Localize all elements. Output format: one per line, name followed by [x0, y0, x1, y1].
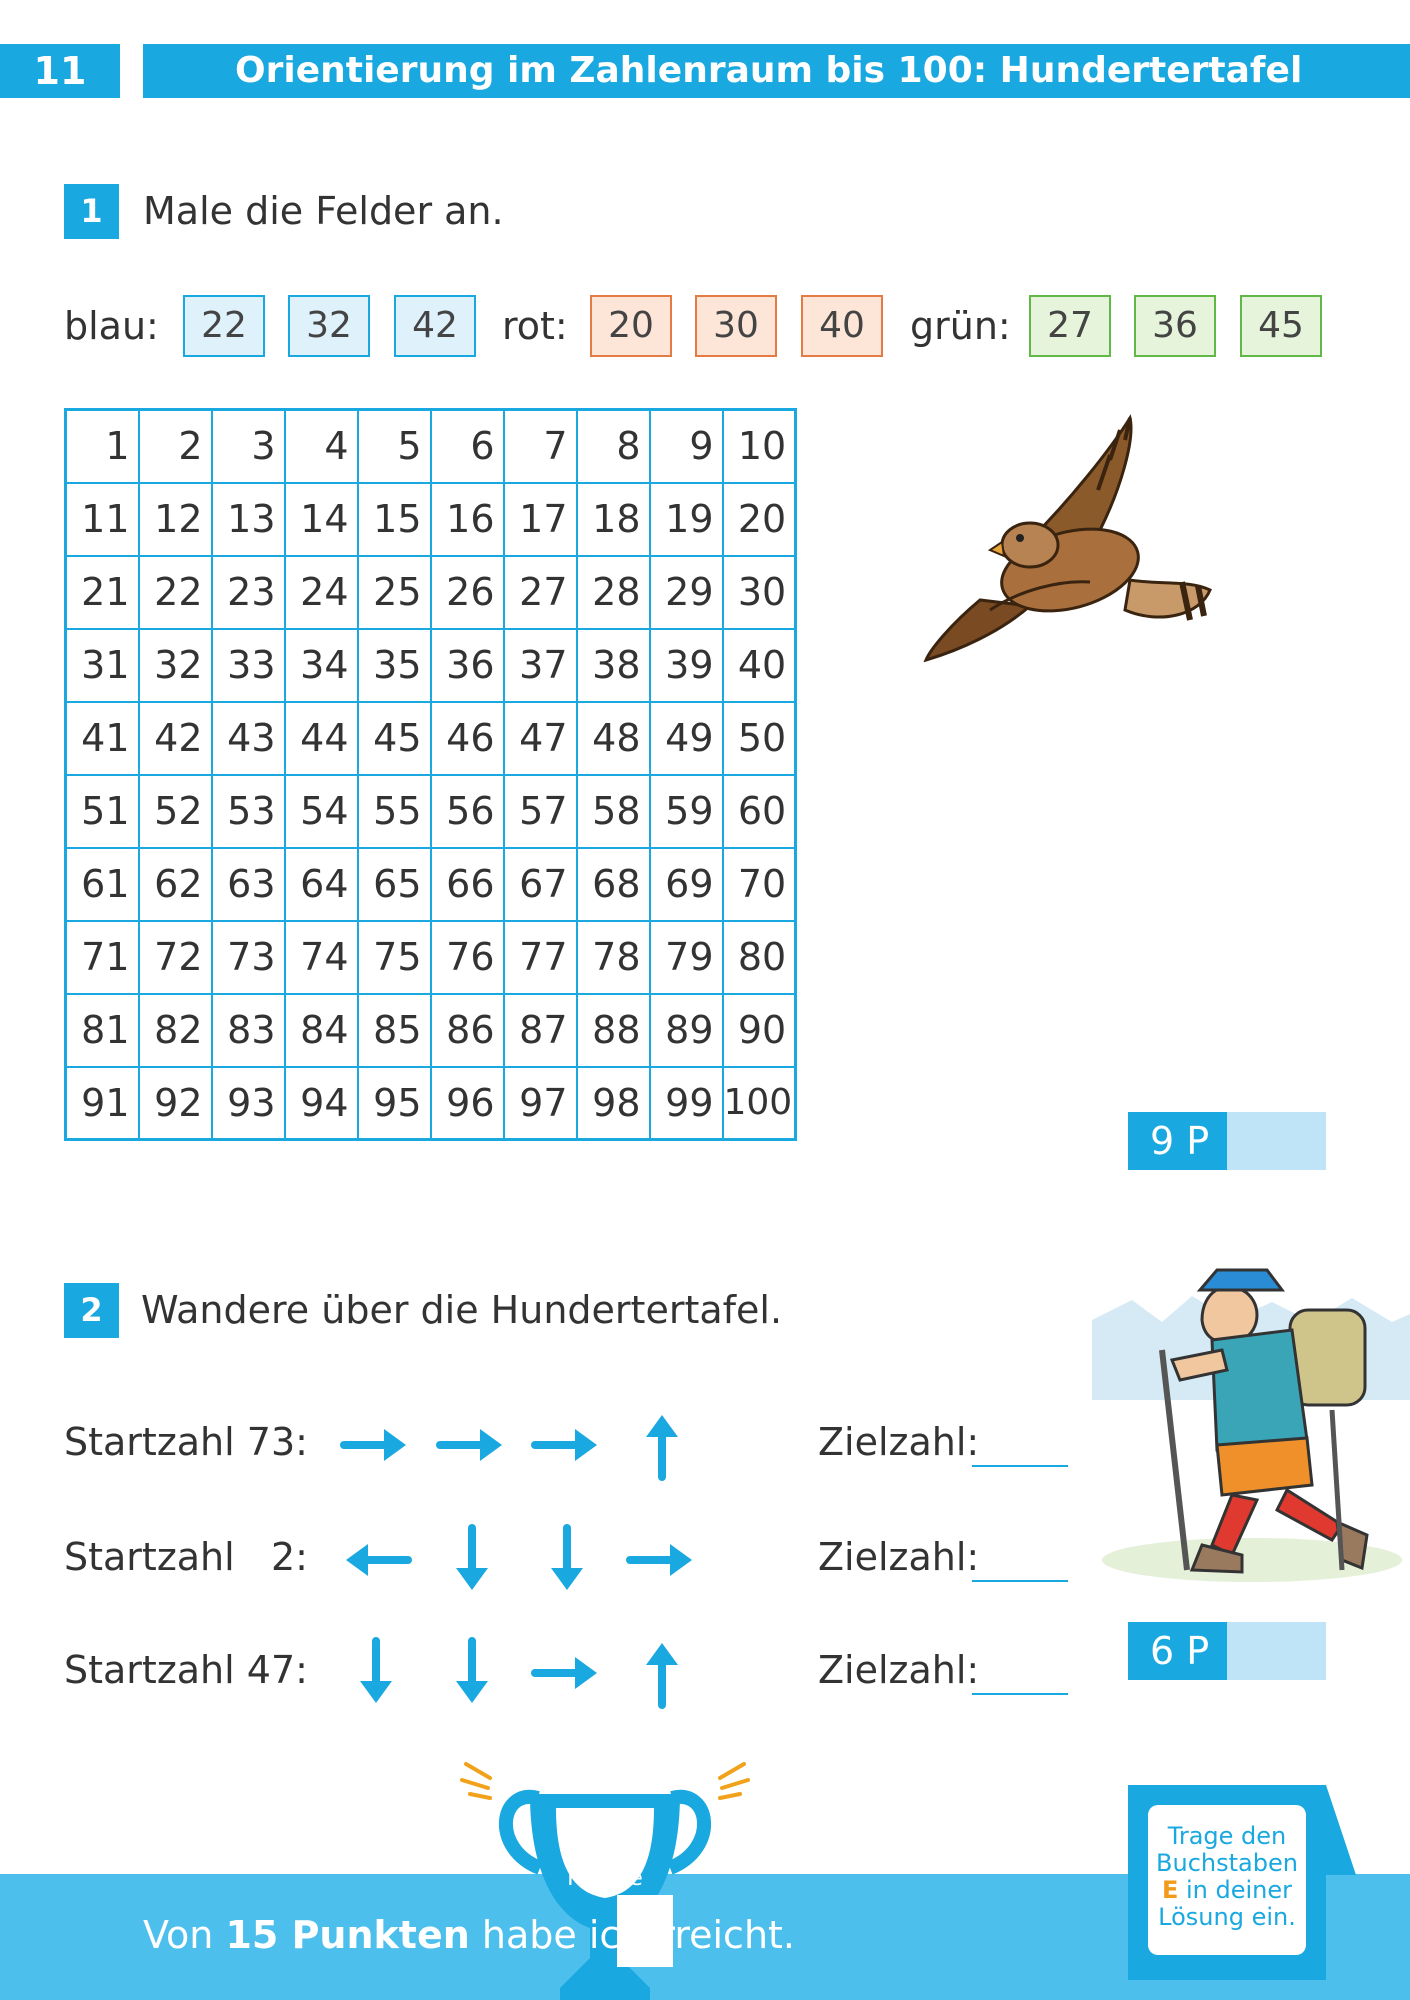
grid-cell[interactable]: 91: [66, 1067, 139, 1140]
grid-cell[interactable]: 36: [431, 629, 504, 702]
footer-text-bold: 15 Punkten: [225, 1913, 470, 1957]
page-number: 11: [0, 44, 120, 98]
grid-cell[interactable]: 28: [577, 556, 650, 629]
grid-cell[interactable]: 85: [358, 994, 431, 1067]
grid-cell[interactable]: 11: [66, 483, 139, 556]
grid-cell[interactable]: 89: [650, 994, 723, 1067]
grid-cell[interactable]: 55: [358, 775, 431, 848]
task-2-points: [1128, 1622, 1326, 1680]
grid-cell[interactable]: 29: [650, 556, 723, 629]
grid-cell[interactable]: 20: [723, 483, 796, 556]
grid-row: [66, 483, 796, 556]
grid-cell[interactable]: 61: [66, 848, 139, 921]
task-2-number: 2: [64, 1283, 119, 1338]
grid-cell[interactable]: 32: [139, 629, 212, 702]
grid-cell[interactable]: 10: [723, 410, 796, 483]
grid-row: [66, 410, 796, 483]
grid-cell[interactable]: 52: [139, 775, 212, 848]
hint-box: [1128, 1785, 1326, 1975]
grid-row: [66, 1067, 796, 1140]
grid-cell[interactable]: 41: [66, 702, 139, 775]
color-chip-blue: 32: [288, 295, 370, 357]
grid-cell[interactable]: 76: [431, 921, 504, 994]
grid-cell[interactable]: 37: [504, 629, 577, 702]
grid-cell[interactable]: 54: [285, 775, 358, 848]
hundred-chart: [64, 408, 797, 1141]
color-chip-blue: 42: [394, 295, 476, 357]
grid-cell[interactable]: 53: [212, 775, 285, 848]
start-number-label: Startzahl 73:: [64, 1420, 308, 1464]
grid-cell[interactable]: 58: [577, 775, 650, 848]
grid-cell[interactable]: 30: [723, 556, 796, 629]
grid-cell[interactable]: 98: [577, 1067, 650, 1140]
grid-cell[interactable]: 94: [285, 1067, 358, 1140]
grid-cell[interactable]: 74: [285, 921, 358, 994]
grid-cell[interactable]: 12: [139, 483, 212, 556]
footer-sentence: [143, 1905, 644, 1965]
grid-cell[interactable]: 7: [504, 410, 577, 483]
grid-cell[interactable]: 39: [650, 629, 723, 702]
grid-cell[interactable]: 42: [139, 702, 212, 775]
grid-cell[interactable]: 90: [723, 994, 796, 1067]
grid-cell[interactable]: 46: [431, 702, 504, 775]
grid-cell[interactable]: 48: [577, 702, 650, 775]
color-label-blue: blau:: [64, 304, 159, 348]
start-number-label: Startzahl 2:: [64, 1535, 308, 1579]
grid-cell[interactable]: 17: [504, 483, 577, 556]
grid-cell[interactable]: 21: [66, 556, 139, 629]
grid-cell[interactable]: 100: [723, 1067, 796, 1140]
grid-cell[interactable]: 25: [358, 556, 431, 629]
arrow-down-icon: [432, 1633, 512, 1713]
grid-cell[interactable]: 22: [139, 556, 212, 629]
grid-cell[interactable]: 57: [504, 775, 577, 848]
grid-cell[interactable]: 84: [285, 994, 358, 1067]
grid-cell[interactable]: 49: [650, 702, 723, 775]
grid-cell[interactable]: 38: [577, 629, 650, 702]
grid-cell[interactable]: 66: [431, 848, 504, 921]
grid-cell[interactable]: 60: [723, 775, 796, 848]
grid-cell[interactable]: 78: [577, 921, 650, 994]
arrow-down-icon: [336, 1633, 416, 1713]
grid-cell[interactable]: 82: [139, 994, 212, 1067]
arrow-down-icon: [432, 1520, 512, 1600]
arrow-right-icon: [622, 1520, 702, 1600]
grid-cell[interactable]: 24: [285, 556, 358, 629]
target-number-answer-line[interactable]: [972, 1580, 1068, 1582]
grid-cell[interactable]: 72: [139, 921, 212, 994]
footer-text-middle: habe ich: [469, 1913, 645, 1957]
color-chip-green: 45: [1240, 295, 1322, 357]
grid-cell[interactable]: 1: [66, 410, 139, 483]
target-number-answer-line[interactable]: [972, 1693, 1068, 1695]
hint-line-3-text: in deiner: [1178, 1876, 1293, 1904]
task-2-instruction: Wandere über die Hundertertafel.: [141, 1288, 783, 1332]
grid-cell[interactable]: 73: [212, 921, 285, 994]
task-1-number: 1: [64, 184, 119, 239]
grid-cell[interactable]: 43: [212, 702, 285, 775]
hint-line-1: Trage den: [1167, 1822, 1287, 1850]
grid-cell[interactable]: 45: [358, 702, 431, 775]
eagle-illustration: [920, 410, 1220, 670]
arrow-right-icon: [527, 1405, 607, 1485]
start-number-label: Startzahl 47:: [64, 1648, 308, 1692]
hint-text: [1148, 1805, 1306, 1955]
grid-cell[interactable]: 14: [285, 483, 358, 556]
grid-cell[interactable]: 4: [285, 410, 358, 483]
grid-cell[interactable]: 93: [212, 1067, 285, 1140]
color-chip-red: 30: [695, 295, 777, 357]
grid-cell[interactable]: 71: [66, 921, 139, 994]
grid-cell[interactable]: 65: [358, 848, 431, 921]
arrow-left-icon: [336, 1520, 416, 1600]
grid-cell[interactable]: 18: [577, 483, 650, 556]
grid-cell[interactable]: 9: [650, 410, 723, 483]
grid-cell[interactable]: 80: [723, 921, 796, 994]
grid-cell[interactable]: 92: [139, 1067, 212, 1140]
grid-cell[interactable]: 62: [139, 848, 212, 921]
grid-cell[interactable]: 15: [358, 483, 431, 556]
color-label-red: rot:: [502, 304, 568, 348]
grid-cell[interactable]: 75: [358, 921, 431, 994]
grid-cell[interactable]: 35: [358, 629, 431, 702]
grid-cell[interactable]: 2: [139, 410, 212, 483]
grid-cell[interactable]: 33: [212, 629, 285, 702]
grid-cell[interactable]: 67: [504, 848, 577, 921]
grid-cell[interactable]: 50: [723, 702, 796, 775]
page-title: Orientierung im Zahlenraum bis 100: Hundertertafel: [143, 44, 1410, 98]
grid-cell[interactable]: 26: [431, 556, 504, 629]
grid-cell[interactable]: 95: [358, 1067, 431, 1140]
grid-cell[interactable]: 27: [504, 556, 577, 629]
task-1-points-label: 9 P: [1128, 1112, 1227, 1170]
grid-cell[interactable]: 68: [577, 848, 650, 921]
hint-letter: E: [1161, 1876, 1179, 1904]
grid-cell[interactable]: 81: [66, 994, 139, 1067]
grid-cell[interactable]: 83: [212, 994, 285, 1067]
color-label-green: grün:: [910, 304, 1011, 348]
grid-cell[interactable]: 8: [577, 410, 650, 483]
arrow-up-icon: [622, 1633, 702, 1713]
grid-cell[interactable]: 23: [212, 556, 285, 629]
hint-line-3: [1148, 1877, 1306, 1904]
task-2-points-label: 6 P: [1128, 1622, 1227, 1680]
arrow-right-icon: [432, 1405, 512, 1485]
grid-cell[interactable]: 88: [577, 994, 650, 1067]
hiker-illustration: [1092, 1210, 1410, 1590]
grid-cell[interactable]: 5: [358, 410, 431, 483]
task-2-points-field[interactable]: [1227, 1622, 1326, 1680]
grid-cell[interactable]: 56: [431, 775, 504, 848]
target-number-label: Zielzahl:: [818, 1420, 980, 1464]
grid-cell[interactable]: 44: [285, 702, 358, 775]
grid-cell[interactable]: 99: [650, 1067, 723, 1140]
grid-cell[interactable]: 86: [431, 994, 504, 1067]
grid-cell[interactable]: 70: [723, 848, 796, 921]
color-chip-blue: 22: [183, 295, 265, 357]
grid-cell[interactable]: 77: [504, 921, 577, 994]
task-1-points: [1128, 1112, 1326, 1170]
grid-cell[interactable]: 51: [66, 775, 139, 848]
color-chip-green: 27: [1029, 295, 1111, 357]
hint-line-2: Buchstaben: [1156, 1849, 1298, 1877]
color-chip-green: 36: [1134, 295, 1216, 357]
arrow-down-icon: [527, 1520, 607, 1600]
hint-line-4: Lösung ein.: [1158, 1903, 1296, 1931]
footer-text-before: Von: [143, 1913, 226, 1957]
grid-cell[interactable]: 3: [212, 410, 285, 483]
target-number-label: Zielzahl:: [818, 1535, 980, 1579]
grid-cell[interactable]: 40: [723, 629, 796, 702]
grid-row: [66, 775, 796, 848]
grid-cell[interactable]: 97: [504, 1067, 577, 1140]
task-1-instruction: Male die Felder an.: [143, 189, 504, 233]
grid-row: [66, 629, 796, 702]
arrow-right-icon: [527, 1633, 607, 1713]
grid-row: [66, 848, 796, 921]
target-number-label: Zielzahl:: [818, 1648, 980, 1692]
grid-row: [66, 994, 796, 1067]
arrow-up-icon: [622, 1405, 702, 1485]
grid-cell[interactable]: 96: [431, 1067, 504, 1140]
grid-row: [66, 702, 796, 775]
grid-cell[interactable]: 79: [650, 921, 723, 994]
grid-cell[interactable]: 63: [212, 848, 285, 921]
grid-cell[interactable]: 59: [650, 775, 723, 848]
grid-cell[interactable]: 31: [66, 629, 139, 702]
grid-cell[interactable]: 69: [650, 848, 723, 921]
grid-cell[interactable]: 19: [650, 483, 723, 556]
grid-cell[interactable]: 87: [504, 994, 577, 1067]
footer-text-after: erreicht.: [636, 1913, 796, 1957]
trophy-label: Punkte: [567, 1866, 643, 1891]
grid-cell[interactable]: 47: [504, 702, 577, 775]
grid-cell[interactable]: 64: [285, 848, 358, 921]
target-number-answer-line[interactable]: [972, 1465, 1068, 1467]
arrow-right-icon: [336, 1405, 416, 1485]
grid-cell[interactable]: 13: [212, 483, 285, 556]
grid-cell[interactable]: 16: [431, 483, 504, 556]
grid-cell[interactable]: 6: [431, 410, 504, 483]
grid-row: [66, 556, 796, 629]
grid-row: [66, 921, 796, 994]
color-chip-red: 40: [801, 295, 883, 357]
task-1-points-field[interactable]: [1227, 1112, 1326, 1170]
color-chip-red: 20: [590, 295, 672, 357]
grid-cell[interactable]: 34: [285, 629, 358, 702]
